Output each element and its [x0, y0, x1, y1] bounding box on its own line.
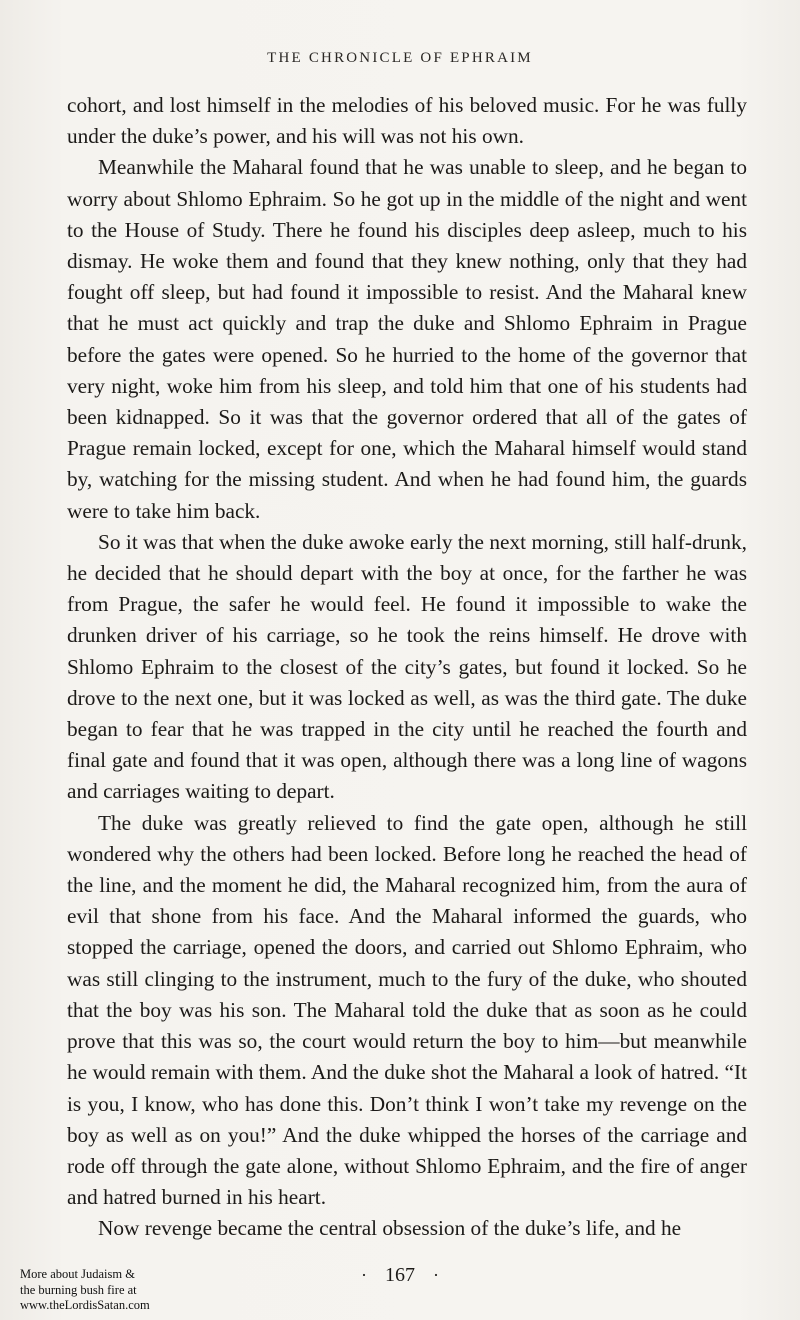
watermark-line: More about Judaism &	[20, 1267, 135, 1281]
running-head: THE CHRONICLE OF EPHRAIM	[267, 50, 533, 66]
paragraph: So it was that when the duke awoke early the next morning, still half-drunk, he decided that he should depart with the boy at once, for the farther he was from Prague, the safer he would feel. He found it impossible to wake the drunken driver of his carriage, so he took the reins himself. He drove with Shlomo Ephraim to the closest of the city’s gates, but found it locked. So he drove to the next one, but it was locked as well, as was the third gate. The duke began to fear that he was trapped in the city until he reached the fourth and final gate and found that it was open, although there was a long line of wagons and carriages waiting to depart.	[67, 529, 747, 804]
folio-dot-right: ·	[433, 1265, 439, 1285]
paragraph: The duke was greatly relieved to find the gate open, although he still wondered why the others had been locked. Before long he reached the head of the line, and the moment he did, the Maharal recognized him, from the aura of evil that shone from his face. And the Maharal informed the guards, who stopped the carriage, opened the doors, and carried out Shlomo Ephraim, who was still clinging to the instrument, much to the fury of the duke, who shouted that the boy was his son. The Maharal told the duke that as soon as he could prove that this was so, the court would return the boy to him—but meanwhile he would remain with them. And the duke shot the Maharal a look of hatred. “It is you, I know, who has done this. Don’t think I won’t take my revenge on the boy as well as on you!” And the duke whipped the horses of the carriage and rode off through the gate alone, without Shlomo Ephraim, and the fire of anger and hatred burned in his heart.	[67, 810, 747, 1210]
watermark-url: www.theLordisSatan.com	[20, 1298, 150, 1312]
watermark-line: the burning bush fire at	[20, 1282, 137, 1297]
paragraph: Meanwhile the Maharal found that he was unable to sleep, and he began to worry about Shlomo Ephraim. So he got up in the middle of the night and went to the House of Study. There he found his disciples deep asleep, much to his dismay. He woke them and found that they knew nothing, only that they had fought off sleep, but had found it impossible to resist. And the Maharal knew that he must act quickly and trap the duke and Shlomo Ephraim in Prague before the gates were opened. So he hurried to the home of the governor that very night, woke him from his sleep, and told him that one of his students had been kidnapped. So it was that the governor ordered that all of the gates of Prague remain locked, except for one, which the Maharal himself would stand by, watching for the missing student. And when he had found him, the guards were to take him back.	[67, 155, 747, 523]
paragraph: Now revenge became the central obsession of the duke’s life, and he	[98, 1216, 682, 1241]
paragraph: cohort, and lost himself in the melodies of his beloved music. For he was fully under the duke’s power, and his will was not his own.	[67, 93, 747, 149]
watermark-note	[20, 1267, 220, 1314]
folio-dot-left: ·	[361, 1265, 367, 1285]
page-number: 167	[385, 1264, 415, 1286]
body-text	[67, 90, 747, 1245]
